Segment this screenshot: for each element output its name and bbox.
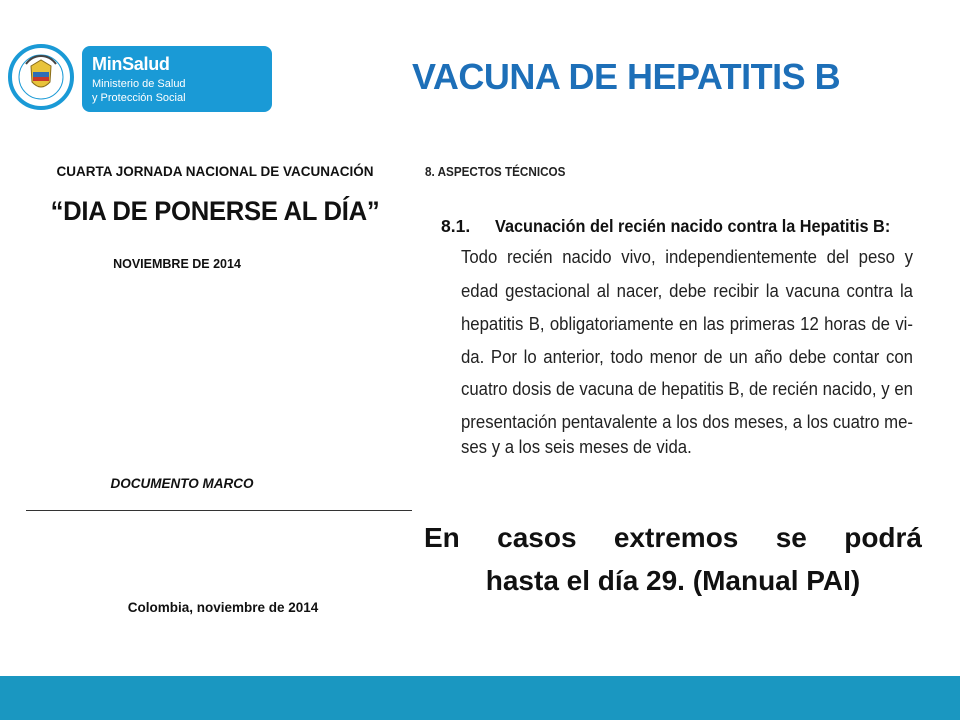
excerpt-line: ses y a los seis meses de vida. [461, 437, 692, 457]
colombia-coat-of-arms-icon [8, 44, 74, 110]
subsection-title: Vacunación del recién nacido contra la Hepatitis B: [495, 216, 891, 236]
cover-date: NOVIEMBRE DE 2014 [113, 257, 241, 271]
excerpt-line: Todo recién nacido vivo, independientemente del peso y [461, 247, 913, 267]
note-line-2: hasta el día 29. (Manual PAI) [485, 565, 861, 596]
cover-heading: CUARTA JORNADA NACIONAL DE VACUNACIÓN [56, 164, 374, 179]
excerpt-line: hepatitis B, obligatoriamente en las primeras 12 horas de vi- [461, 314, 913, 334]
slide-title: VACUNA DE HEPATITIS B [412, 56, 841, 97]
brand-subtitle-line-2: y Protección Social [92, 92, 186, 104]
excerpt-line: cuatro dosis de vacuna de hepatitis B, de recién nacido, y en [461, 379, 913, 399]
footer-band [0, 676, 960, 720]
note-line-1: En casos extremos se podrá [424, 522, 922, 553]
brand-name: MinSalud [92, 54, 170, 74]
excerpt-line: presentación pentavalente a los dos meses, a los cuatro me- [461, 412, 913, 432]
cover-title: “DIA DE PONERSE AL DÍA” [50, 196, 380, 226]
brand-subtitle-line-1: Ministerio de Salud [92, 78, 186, 90]
minsalud-logo [82, 46, 272, 112]
excerpt-line: da. Por lo anterior, todo menor de un año debe contar con [461, 347, 913, 367]
subsection-number: 8.1. [441, 216, 471, 236]
cover-document-label: DOCUMENTO MARCO [110, 476, 254, 491]
cover-divider [26, 510, 412, 511]
excerpt-line: edad gestacional al nacer, debe recibir la vacuna contra la [461, 281, 913, 301]
cover-place-date: Colombia, noviembre de 2014 [127, 600, 319, 615]
section-title: 8. ASPECTOS TÉCNICOS [425, 164, 566, 179]
